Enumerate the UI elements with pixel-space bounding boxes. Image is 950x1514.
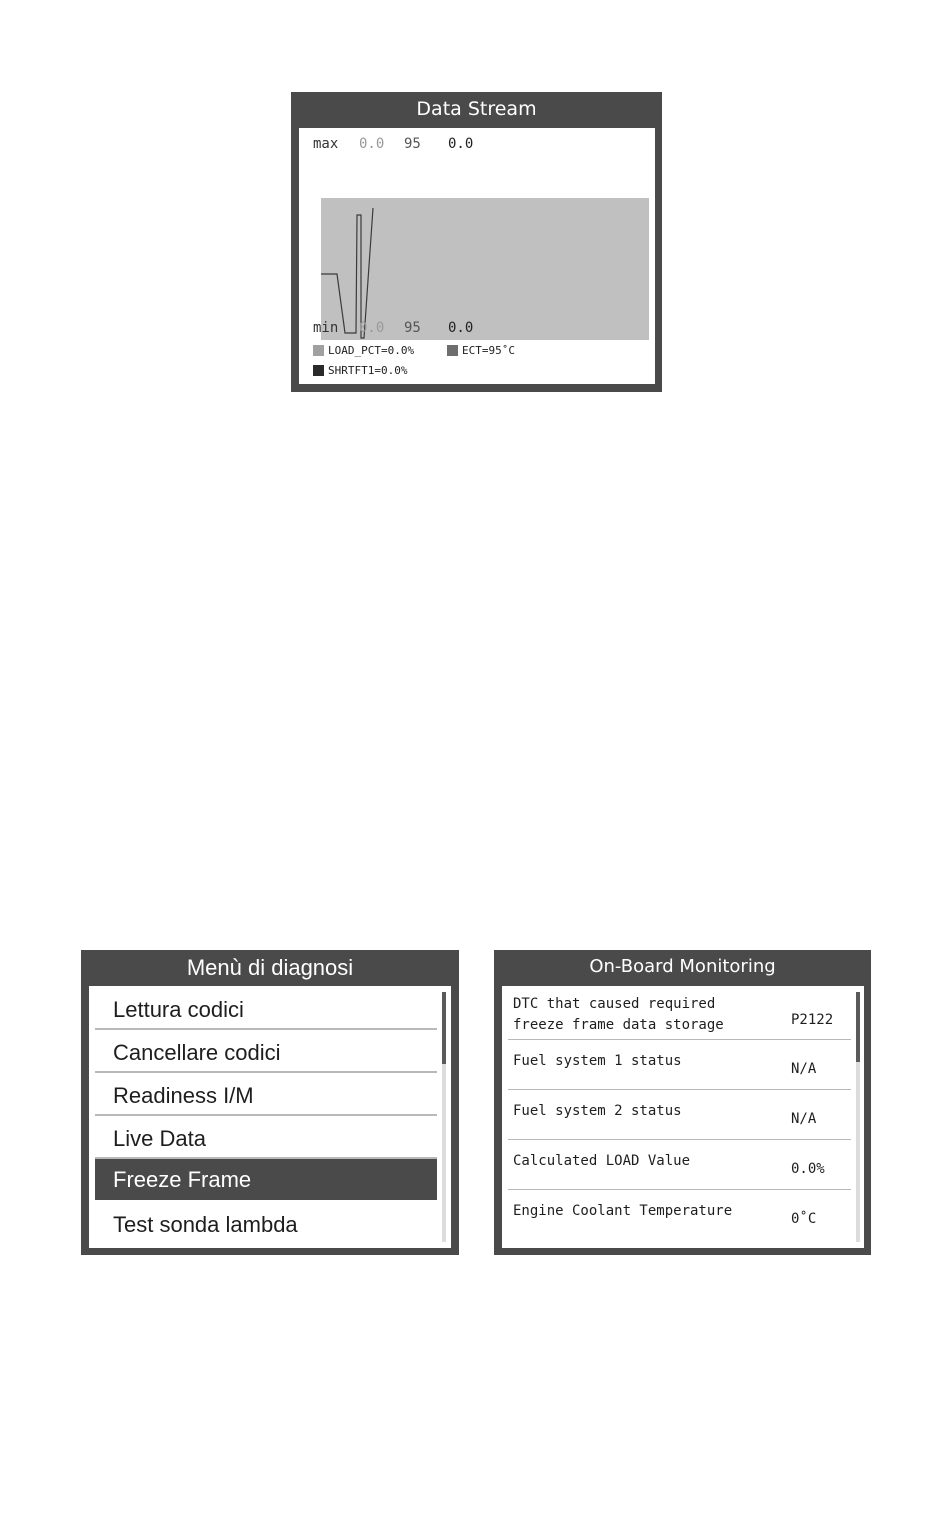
scrollbar[interactable] <box>442 992 446 1242</box>
max-value-ect: 95 <box>404 136 421 152</box>
screen-title: Menù di diagnosi <box>186 955 354 980</box>
row-value: N/A <box>791 1111 817 1127</box>
row-label: Calculated LOAD Value <box>513 1153 691 1169</box>
obm-row-fuel-system-2[interactable] <box>508 1090 851 1140</box>
screen-title: On-Board Monitoring <box>589 956 776 977</box>
obm-row-dtc[interactable] <box>508 989 851 1040</box>
legend-swatch <box>313 345 324 356</box>
screen-title: Data Stream <box>416 98 537 120</box>
obm-row-fuel-system-1[interactable] <box>508 1040 851 1090</box>
min-value-ect: 95 <box>404 320 421 336</box>
obm-row-coolant-temp[interactable] <box>508 1190 851 1240</box>
row-label: DTC that caused required freeze frame data storage <box>513 996 724 1033</box>
scrollbar[interactable] <box>856 992 860 1242</box>
row-label: Fuel system 2 status <box>513 1103 682 1119</box>
row-value: 0.0% <box>791 1161 825 1177</box>
scrollbar-thumb[interactable] <box>442 992 446 1064</box>
menu-list <box>89 986 451 1248</box>
data-stream-screen <box>291 92 662 392</box>
menu-item-test-sonda-lambda[interactable]: Test sonda lambda <box>113 1212 298 1237</box>
menu-item-freeze-frame[interactable]: Freeze Frame <box>95 1159 437 1200</box>
obm-row-load-value[interactable] <box>508 1140 851 1190</box>
max-value-shrtft: 0.0 <box>448 136 474 152</box>
graph-area <box>321 198 649 340</box>
legend-text: LOAD_PCT=0.0% <box>328 344 415 357</box>
legend-ect <box>447 344 515 357</box>
legend-swatch <box>313 365 324 376</box>
menu-item-lettura-codici[interactable]: Lettura codici <box>95 989 437 1030</box>
max-value-load: 0.0 <box>359 136 385 152</box>
menu-item-cancellare-codici[interactable]: Cancellare codici <box>95 1032 437 1073</box>
legend-swatch <box>447 345 458 356</box>
row-value: 0˚C <box>791 1211 817 1227</box>
legend-text: SHRTFT1=0.0% <box>328 364 408 377</box>
row-label: Engine Coolant Temperature <box>513 1203 733 1219</box>
diagnosis-menu-screen <box>81 950 459 1255</box>
row-value: N/A <box>791 1061 817 1077</box>
menu-item-readiness[interactable]: Readiness I/M <box>95 1075 437 1116</box>
data-stream-body <box>299 128 655 384</box>
min-value-load: 0.0 <box>359 320 385 336</box>
min-value-shrtft: 0.0 <box>448 320 474 336</box>
min-label: min <box>313 320 339 336</box>
legend-shrtft <box>313 364 407 377</box>
data-stream-graph <box>321 198 649 340</box>
scrollbar-thumb[interactable] <box>856 992 860 1062</box>
obm-list <box>502 986 864 1248</box>
legend-text: ECT=95˚C <box>462 344 515 357</box>
row-label: Fuel system 1 status <box>513 1053 682 1069</box>
max-label: max <box>313 136 339 152</box>
legend-load <box>313 344 414 357</box>
menu-item-live-data[interactable]: Live Data <box>95 1118 437 1159</box>
row-value: P2122 <box>791 1012 834 1028</box>
on-board-monitoring-screen <box>494 950 871 1255</box>
